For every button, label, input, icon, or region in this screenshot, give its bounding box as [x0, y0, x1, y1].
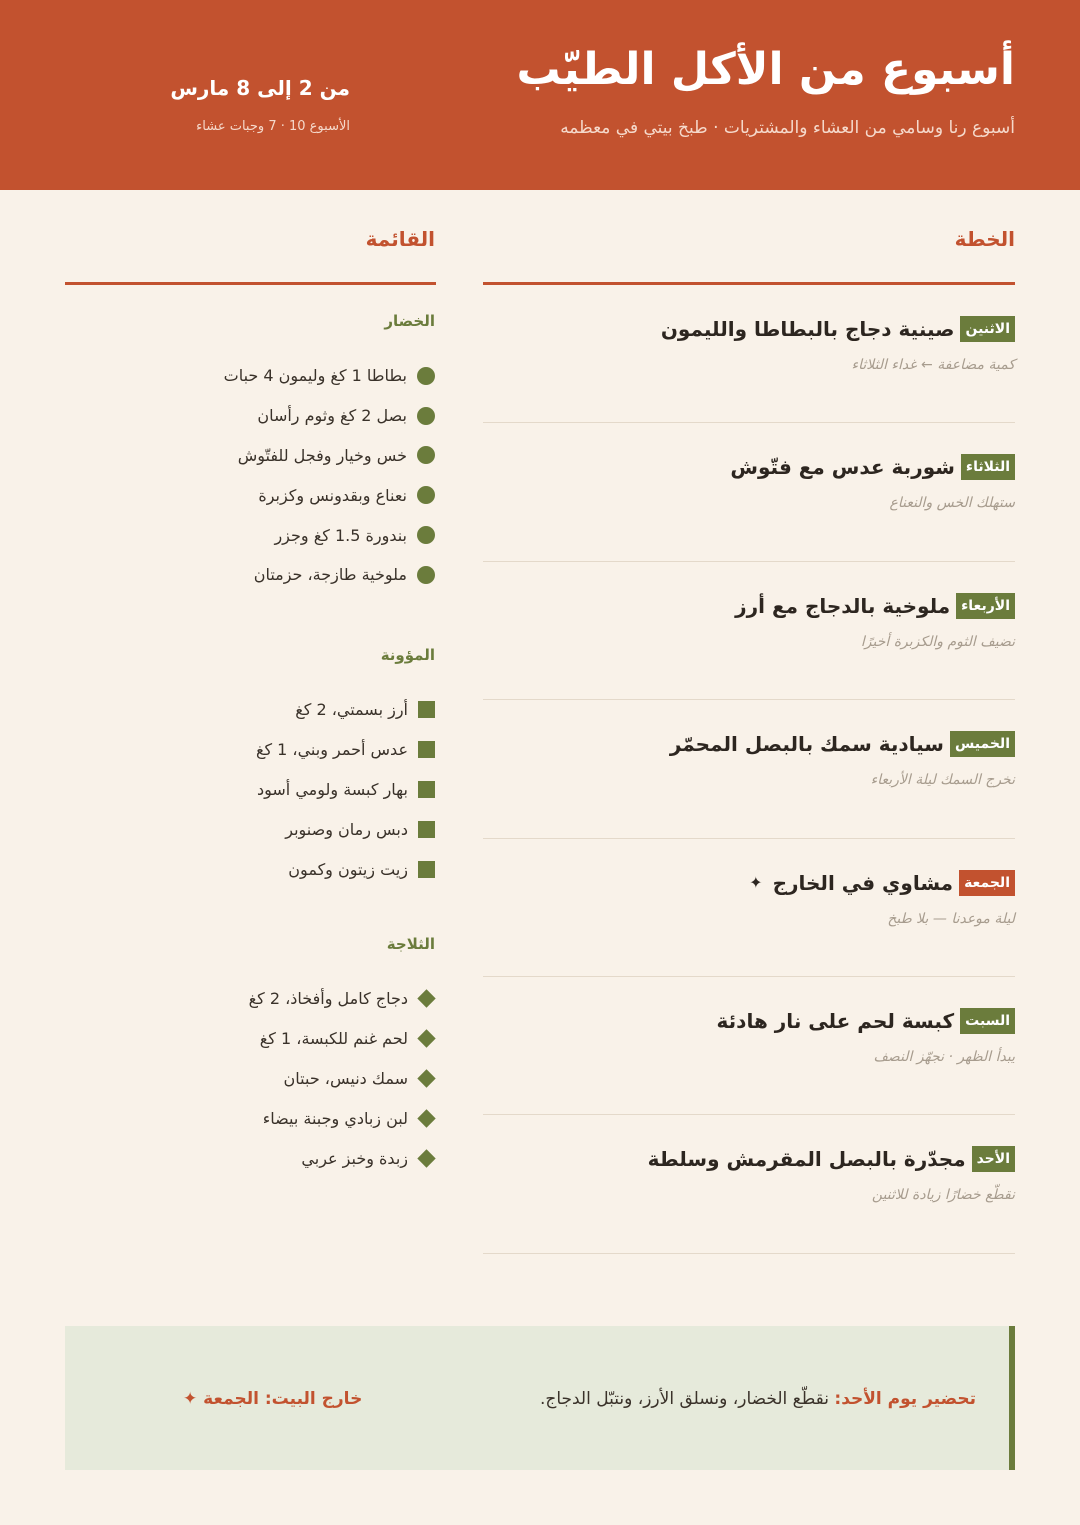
list-item [64, 515, 435, 555]
prep-text: نقطّع الخضار، ونسلق الأرز، ونتبّل الدجاج. [539, 1389, 835, 1409]
day-note: ليلة موعدنا — بلا طبخ [887, 910, 1015, 927]
item-text: بندورة 1.5 كغ وجزر [274, 525, 407, 545]
list-group [64, 935, 435, 1178]
item-text: دبس رمان وصنوبر [285, 819, 408, 839]
group-title: الثلاجة [386, 935, 435, 953]
list-item [64, 436, 435, 476]
diamond-bullet-icon [417, 1149, 435, 1167]
day-row [483, 423, 1015, 561]
list-item [64, 770, 435, 810]
dish-name: سيادية سمك بالبصل المحمّر [669, 732, 944, 757]
item-text: بصل 2 كغ وثوم رأسان [257, 406, 407, 426]
day-heading [717, 1008, 1015, 1034]
dish-name: صينية دجاج بالبطاطا والليمون [660, 317, 955, 341]
circle-bullet-icon [417, 407, 435, 425]
item-text: بهار كبسة ولومي أسود [257, 779, 408, 799]
diamond-bullet-icon [417, 1029, 435, 1047]
square-bullet-icon [418, 821, 435, 838]
eating-out-note: خارج البيت: الجمعة ✦ [183, 1389, 363, 1409]
item-text: لبن زبادي وجبنة بيضاء [262, 1108, 408, 1128]
item-text: بطاطا 1 كغ وليمون 4 حبات [223, 366, 407, 386]
day-note: نخرج السمك ليلة الأربعاء [870, 772, 1015, 789]
day-badge: الثلاثاء [961, 454, 1015, 480]
day-note: نضيف الثوم والكزبرة أخيرًا [860, 633, 1015, 650]
circle-bullet-icon [417, 526, 435, 544]
item-text: عدس أحمر وبني، 1 كغ [255, 740, 408, 760]
group-title: المؤونة [380, 646, 435, 664]
item-text: زيت زيتون وكمون [288, 859, 408, 879]
list-item [64, 979, 435, 1019]
day-badge: الخميس [950, 731, 1015, 757]
day-badge: السبت [960, 1008, 1015, 1034]
page-header [0, 0, 1080, 190]
date-range: من 2 إلى 8 مارس [170, 76, 350, 100]
list-item [64, 690, 435, 730]
day-heading [749, 870, 1015, 896]
list-item [64, 730, 435, 770]
list-item [64, 1059, 435, 1099]
list-item [64, 1138, 435, 1178]
day-badge: الاثنين [960, 316, 1015, 342]
list-item [64, 396, 435, 436]
list-item [64, 555, 435, 595]
diamond-bullet-icon [417, 1109, 435, 1127]
plan-section-title: الخطة [954, 227, 1015, 251]
item-text: ملوخية طازجة، حزمتان [253, 565, 407, 585]
square-bullet-icon [418, 781, 435, 798]
day-heading [648, 1146, 1015, 1172]
day-badge: الأحد [972, 1146, 1015, 1172]
circle-bullet-icon [417, 446, 435, 464]
prep-note [540, 1389, 976, 1409]
day-note: نقطّع خضارًا زيادة للاثنين [871, 1187, 1015, 1204]
list-divider [65, 282, 436, 285]
day-row [483, 977, 1015, 1115]
circle-bullet-icon [417, 566, 435, 584]
list-group [64, 646, 435, 889]
group-title: الخضار [384, 312, 435, 330]
day-heading [730, 454, 1015, 480]
day-note: كمية مضاعفة ← غداء الثلاثاء [851, 357, 1015, 373]
day-row [483, 1115, 1015, 1253]
list-item [64, 849, 435, 889]
day-note: ستهلك الخس والنعناع [889, 495, 1015, 512]
list-item [64, 475, 435, 515]
circle-bullet-icon [417, 367, 435, 385]
item-text: زبدة وخبز عربي [301, 1148, 408, 1168]
list-item [64, 1019, 435, 1059]
item-text: دجاج كامل وأفخاذ، 2 كغ [248, 989, 408, 1009]
day-row [483, 700, 1015, 838]
square-bullet-icon [418, 741, 435, 758]
day-badge: الأربعاء [956, 593, 1015, 619]
footer-note [65, 1326, 1015, 1470]
item-text: خس وخيار وفجل للفتّوش [237, 445, 407, 465]
prep-label: تحضير يوم الأحد: [834, 1389, 976, 1409]
list-item [64, 1098, 435, 1138]
day-row [483, 285, 1015, 423]
dish-name: كبسة لحم على نار هادئة [716, 1008, 955, 1033]
day-heading [661, 316, 1015, 342]
item-text: أرز بسمتي، 2 كغ [295, 700, 408, 720]
day-badge: الجمعة [959, 870, 1015, 896]
star-icon: ✦ [749, 873, 763, 893]
list-item [64, 809, 435, 849]
item-text: نعناع وبقدونس وكزبرة [258, 485, 407, 505]
meal-plan [483, 285, 1015, 1254]
diamond-bullet-icon [417, 1069, 435, 1087]
page-title: أسبوع من الأكل الطيّب [516, 44, 1015, 95]
dish-name: مشاوي في الخارج [772, 870, 954, 895]
square-bullet-icon [418, 861, 435, 878]
day-row [483, 839, 1015, 977]
page-subtitle: أسبوع رنا وسامي من العشاء والمشتريات · طبخ بيتي في معظمه [560, 118, 1015, 138]
day-heading [670, 731, 1015, 757]
circle-bullet-icon [417, 486, 435, 504]
list-item [64, 356, 435, 396]
item-text: سمك دنيس، حبتان [283, 1068, 408, 1088]
dish-name: ملوخية بالدجاج مع أرز [735, 593, 951, 618]
list-section-title: القائمة [365, 227, 435, 251]
day-note: يبدأ الظهر · نجهّز النصف [873, 1048, 1015, 1065]
day-row [483, 562, 1015, 700]
list-group [64, 312, 435, 595]
dish-name: مجدّرة بالبصل المقرمش وسلطة [647, 1147, 966, 1172]
square-bullet-icon [418, 701, 435, 718]
dish-name: شوربة عدس مع فتّوش [730, 455, 955, 480]
day-heading [735, 593, 1015, 619]
week-info: الأسبوع 10 · 7 وجبات عشاء [196, 119, 350, 134]
diamond-bullet-icon [417, 990, 435, 1008]
item-text: لحم غنم للكبسة، 1 كغ [259, 1029, 408, 1049]
